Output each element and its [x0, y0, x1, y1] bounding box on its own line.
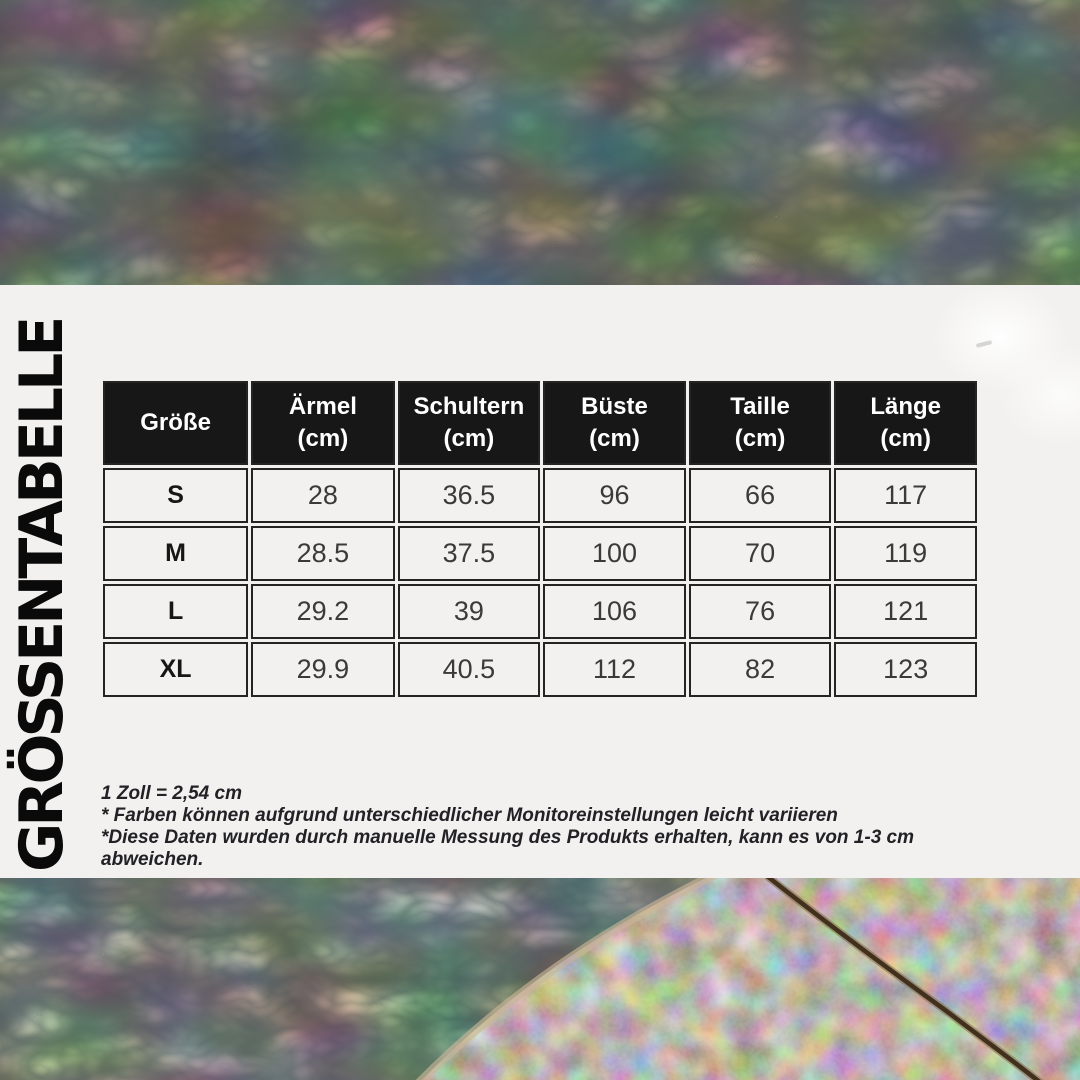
size-table — [100, 378, 980, 700]
column-header-5: Länge (cm) — [834, 381, 977, 465]
column-header-3: Büste (cm) — [543, 381, 686, 465]
size-label: XL — [103, 642, 248, 697]
footnote-conversion: 1 Zoll = 2,54 cm — [101, 783, 242, 804]
pool-water-photo-top — [0, 0, 1080, 285]
measurement-value: 37.5 — [398, 526, 541, 581]
measurement-value: 96 — [543, 468, 686, 523]
size-table-container — [100, 378, 980, 700]
column-header-2: Schultern (cm) — [398, 381, 541, 465]
pool-edge-photo-bottom — [0, 878, 1080, 1080]
measurement-value: 112 — [543, 642, 686, 697]
size-label: M — [103, 526, 248, 581]
measurement-value: 76 — [689, 584, 832, 639]
measurement-value: 106 — [543, 584, 686, 639]
size-row-m — [103, 526, 977, 581]
size-chart-panel — [0, 285, 1080, 878]
column-header-0: Größe — [103, 381, 248, 465]
measurement-value: 100 — [543, 526, 686, 581]
column-header-1: Ärmel (cm) — [251, 381, 394, 465]
measurement-value: 40.5 — [398, 642, 541, 697]
size-table-header-row — [103, 381, 977, 465]
size-label: S — [103, 468, 248, 523]
size-row-l — [103, 584, 977, 639]
measurement-value: 29.9 — [251, 642, 394, 697]
water-and-stone-texture — [0, 878, 1080, 1080]
water-texture-top — [0, 0, 1080, 285]
measurement-value: 117 — [834, 468, 977, 523]
measurement-value: 29.2 — [251, 584, 394, 639]
measurement-value: 39 — [398, 584, 541, 639]
measurement-value: 82 — [689, 642, 832, 697]
measurement-value: 119 — [834, 526, 977, 581]
column-header-4: Taille (cm) — [689, 381, 832, 465]
size-label: L — [103, 584, 248, 639]
measurement-value: 66 — [689, 468, 832, 523]
footnote-color-disclaimer: * Farben können aufgrund unterschiedlicher Monitoreinstellungen leicht variieren — [101, 805, 838, 826]
size-row-xl — [103, 642, 977, 697]
measurement-value: 123 — [834, 642, 977, 697]
measurement-value: 28 — [251, 468, 394, 523]
size-row-s — [103, 468, 977, 523]
measurement-value: 36.5 — [398, 468, 541, 523]
page-title-vertical: GRÖSSENTABELLE — [7, 319, 77, 872]
size-table-body — [103, 468, 977, 697]
measurement-value: 70 — [689, 526, 832, 581]
footnote-measurement-disclaimer: *Diese Daten wurden durch manuelle Messung des Produkts erhalten, kann es von 1-3 cm abweichen. — [101, 827, 915, 870]
photo-smudge-artifact — [976, 340, 992, 348]
measurement-value: 121 — [834, 584, 977, 639]
measurement-value: 28.5 — [251, 526, 394, 581]
footnotes — [101, 783, 1021, 871]
